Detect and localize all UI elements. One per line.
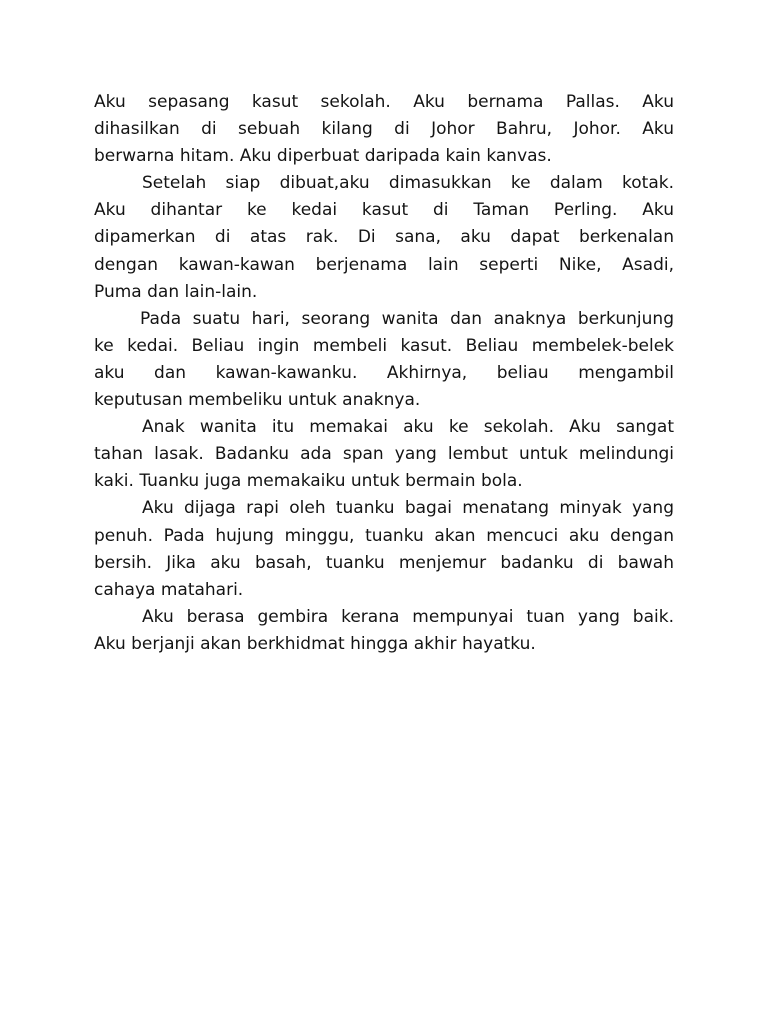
text-line: Pada suatu hari, seorang wanita dan anaknya berkunjung: [140, 308, 674, 329]
text-line: dihasilkan di sebuah kilang di Johor Bahru, Johor. Aku: [94, 119, 674, 140]
paragraph-4: [94, 414, 674, 495]
paragraph-2: [94, 170, 674, 305]
text-line: cahaya matahari.: [94, 579, 244, 600]
text-line: keputusan membeliku untuk anaknya.: [94, 390, 421, 411]
text-line: bersih. Jika aku basah, tuanku menjemur badanku di bawah: [94, 552, 674, 573]
text-line: kaki. Tuanku juga memakaiku untuk bermain bola.: [94, 471, 523, 492]
text-line: Puma dan lain-lain.: [94, 281, 258, 302]
paragraph-5: [94, 495, 674, 603]
text-line: berwarna hitam. Aku diperbuat daripada kain kanvas.: [94, 146, 552, 167]
text-line: Aku dijaga rapi oleh tuanku bagai menatang minyak yang: [142, 498, 674, 519]
text-line: dipamerkan di atas rak. Di sana, aku dapat berkenalan: [94, 227, 674, 248]
text-line: Aku berasa gembira kerana mempunyai tuan yang baik.: [142, 606, 674, 627]
text-line: Anak wanita itu memakai aku ke sekolah. Aku sangat: [142, 417, 674, 438]
document-body: [94, 89, 674, 658]
text-line: dengan kawan-kawan berjenama lain seperti Nike, Asadi,: [94, 254, 674, 275]
text-line: aku dan kawan-kawanku. Akhirnya, beliau mengambil: [94, 362, 674, 383]
text-line: tahan lasak. Badanku ada span yang lembut untuk melindungi: [94, 444, 674, 465]
text-line: Aku sepasang kasut sekolah. Aku bernama Pallas. Aku: [94, 92, 674, 112]
text-line: Aku berjanji akan berkhidmat hingga akhir hayatku.: [94, 633, 536, 654]
text-line: Aku dihantar ke kedai kasut di Taman Perling. Aku: [94, 200, 674, 221]
text-line: ke kedai. Beliau ingin membeli kasut. Beliau membelek-belek: [94, 335, 674, 356]
text-line: Setelah siap dibuat,aku dimasukkan ke dalam kotak.: [142, 173, 674, 194]
text-line: penuh. Pada hujung minggu, tuanku akan mencuci aku dengan: [94, 525, 674, 546]
paragraph-3: [94, 306, 674, 414]
paragraph-6: [94, 604, 674, 658]
paragraph-1: [94, 89, 674, 170]
